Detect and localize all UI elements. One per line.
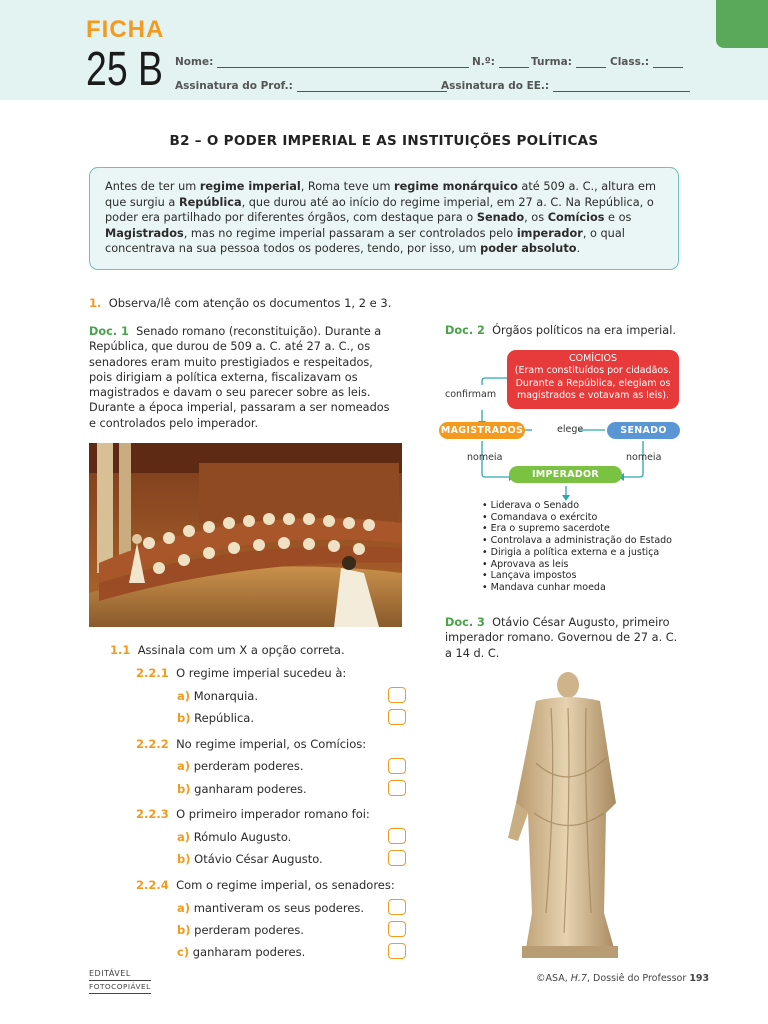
list-item: • Mandava cunhar moeda [482,582,672,594]
list-item: • Dirigia a política externa e a justiça [482,547,672,559]
question-1-1-text: Assinala com um X a opção correta. [137,643,345,657]
question-1-1-number: 1.1 [110,643,131,657]
assinatura-ee-label: Assinatura do EE.: [441,80,550,92]
option-2-2-3-b: b) Otávio César Augusto. [177,852,323,866]
list-item: • Controlava a administração do Estado [482,535,672,547]
footer-credit: ©ASA, H.7, Dossiê do Professor 193 [536,973,710,984]
option-2-2-1-a: a) Monarquia. [177,689,258,703]
checkbox-2-2-1-b[interactable] [388,709,406,725]
intro-box: Antes de ter um regime imperial, Roma teve um regime monárquico até 509 a. C., altura em que surgiu a República, que durou até ao início do regime imperial, em 27 a. C. Na República, o poder era partilhado por diferentes órgãos, com destaque para o Senado, os Comícios e os Magistrados, mas no regime imperial passaram a ser controlados pelo imperador, o qual concentrava na sua pessoa todos os poderes, tendo, por isso, um poder absoluto. [89,167,679,270]
doc1-caption [89,324,399,431]
option-2-2-4-c: c) ganharam poderes. [177,945,306,959]
doc2-text: Órgãos políticos na era imperial. [492,324,676,337]
question-1-text: Observa/lê com atenção os documentos 1, 2 e 3. [108,296,392,310]
list-item: • Aprovava as leis [482,559,672,571]
assinatura-prof-label: Assinatura do Prof.: [175,80,293,92]
option-2-2-4-b: b) perderam poderes. [177,923,304,937]
nome-label: Nome: [175,56,214,68]
checkbox-2-2-1-a[interactable] [388,687,406,703]
comicios-line-2: Durante a República, elegiam os [515,377,671,389]
augustus-statue [496,663,636,963]
subquestion-2-2-2: 2.2.2 No regime imperial, os Comícios: [136,737,367,751]
comicios-title: COMÍCIOS [568,353,618,364]
checkbox-2-2-4-c[interactable] [388,943,406,959]
imperador-pill: IMPERADOR [509,466,622,483]
class-field[interactable] [610,56,683,68]
label-confirmam: confirmam [445,389,497,400]
doc2-caption [445,324,676,337]
assinatura-prof-field[interactable] [175,80,447,92]
doc2-label: Doc. 2 [445,324,485,337]
label-elege: elege [557,424,584,435]
list-item: • Liderava o Senado [482,500,672,512]
turma-label: Turma: [531,56,572,68]
ficha-number: 25 B [86,43,164,96]
question-1-1 [110,643,345,657]
checkbox-2-2-4-a[interactable] [388,899,406,915]
numero-label: N.º: [472,56,495,68]
ficha-label: FICHA [86,16,165,43]
checkbox-2-2-4-b[interactable] [388,921,406,937]
turma-field[interactable] [531,56,606,68]
numero-field[interactable] [472,56,529,68]
subquestion-2-2-3: 2.2.3 O primeiro imperador romano foi: [136,807,370,821]
senado-pill: SENADO [607,422,680,439]
label-nomeia-right: nomeia [626,452,662,463]
checkbox-2-2-3-b[interactable] [388,850,406,866]
magistrados-pill: MAGISTRADOS [439,422,525,439]
checkbox-2-2-2-b[interactable] [388,780,406,796]
list-item: • Era o supremo sacerdote [482,523,672,535]
comicios-box [507,350,679,409]
label-nomeia-left: nomeia [467,452,503,463]
page-title: B2 – O PODER IMPERIAL E AS INSTITUIÇÕES POLÍTICAS [169,133,599,149]
question-1-number: 1. [89,296,102,310]
senate-painting [89,443,402,627]
subquestion-2-2-1: 2.2.1 O regime imperial sucedeu à: [136,666,347,680]
option-2-2-3-a: a) Rómulo Augusto. [177,830,292,844]
comicios-line-1: (Eram constituídos por cidadãos. [514,365,672,377]
imperador-powers-list [482,500,672,594]
assinatura-ee-field[interactable] [441,80,690,92]
nome-field[interactable] [175,56,469,68]
option-2-2-1-b: b) República. [177,711,255,725]
option-2-2-4-a: a) mantiveram os seus poderes. [177,901,365,915]
doc3-text: Otávio César Augusto, primeiro imperador romano. Governou de 27 a. C. a 14 d. C. [445,616,678,660]
class-label: Class.: [610,56,650,68]
list-item: • Lançava impostos [482,570,672,582]
checkbox-2-2-3-a[interactable] [388,828,406,844]
doc1-text: Senado romano (reconstituição). Durante a República, que durou de 509 a. C. até 27 a. C., os senadores eram muito prestigiados e respeitados, pois dirigiam a política externa, fiscalizavam os magistrados e davam o seu parecer sobre as leis. Durante a época imperial, passaram a ser nomeados e controlados pelo imperador. [89,325,390,430]
checkbox-2-2-2-a[interactable] [388,758,406,774]
question-1 [89,296,391,310]
option-2-2-2-b: b) ganharam poderes. [177,782,307,796]
comicios-line-3: magistrados e votavam as leis). [516,389,670,401]
chapter-tab [716,0,768,48]
doc3-caption [445,615,685,661]
subquestion-2-2-4: 2.2.4 Com o regime imperial, os senadores: [136,878,395,892]
doc3-label: Doc. 3 [445,616,485,629]
list-item: • Comandava o exército [482,512,672,524]
editavel-logo: EDITÁVEL FOTOCOPIÁVEL [89,968,151,994]
doc1-label: Doc. 1 [89,325,129,338]
option-2-2-2-a: a) perderam poderes. [177,759,304,773]
